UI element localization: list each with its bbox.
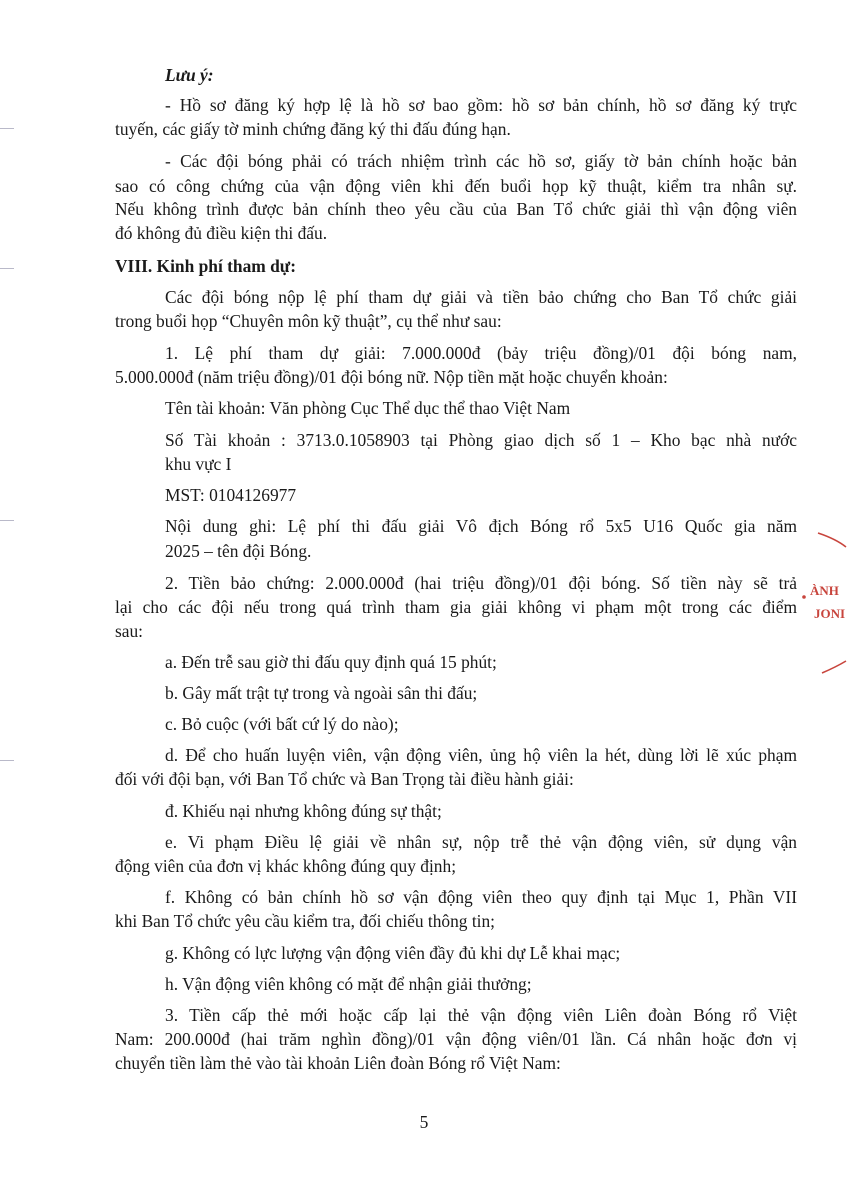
stamp-fragment xyxy=(796,515,848,695)
text-line: d. Để cho huấn luyện viên, vận động viên, ủng hộ viên la hét, dùng lời lẽ xúc phạm xyxy=(165,745,797,765)
text-line: 1. Lệ phí tham dự giải: 7.000.000đ (bảy triệu đồng)/01 đội bóng nam, xyxy=(165,343,797,363)
text-line: a. Đến trễ sau giờ thi đấu quy định quá 15 phút; xyxy=(165,652,497,672)
text-line: tuyến, các giấy tờ minh chứng đăng ký thi đấu đúng hạn. xyxy=(115,119,511,139)
text-line: 2025 – tên đội Bóng. xyxy=(165,541,312,561)
text-line: Nam: 200.000đ (hai trăm nghìn đồng)/01 vận động viên/01 lần. Cá nhân hoặc đơn vị xyxy=(115,1029,797,1049)
scan-mark xyxy=(0,520,14,521)
text-line: động viên của đơn vị khác không đúng quy định; xyxy=(115,856,457,876)
stamp-text-1: ÀNH xyxy=(810,583,839,598)
text-line: Số Tài khoản : 3713.0.1058903 tại Phòng giao dịch số 1 – Kho bạc nhà nước xyxy=(165,430,797,450)
text-line: Các đội bóng nộp lệ phí tham dự giải và tiền bảo chứng cho Ban Tổ chức giải xyxy=(165,287,797,307)
text-line: - Các đội bóng phải có trách nhiệm trình các hồ sơ, giấy tờ bản chính hoặc bản xyxy=(165,151,797,171)
note-heading: Lưu ý: xyxy=(165,65,214,85)
text-line: trong buổi họp “Chuyên môn kỹ thuật”, cụ thể như sau: xyxy=(115,311,502,331)
text-line: đối với đội bạn, với Ban Tổ chức và Ban Trọng tài điều hành giải: xyxy=(115,769,574,789)
page-number: 5 xyxy=(419,1112,429,1132)
text-line: Nếu không trình được bản chính theo yêu cầu của Ban Tổ chức giải thì vận động viên xyxy=(115,199,797,219)
text-line: MST: 0104126977 xyxy=(165,485,297,505)
text-line: khi Ban Tổ chức yêu cầu kiểm tra, đối chiếu thông tin; xyxy=(115,911,496,931)
scan-mark xyxy=(0,760,14,761)
text-line: đ. Khiếu nại nhưng không đúng sự thật; xyxy=(165,801,442,821)
text-line: 2. Tiền bảo chứng: 2.000.000đ (hai triệu đồng)/01 đội bóng. Số tiền này sẽ trả xyxy=(165,573,797,593)
text-line: khu vực I xyxy=(165,454,232,474)
text-line: f. Không có bản chính hồ sơ vận động viên theo quy định tại Mục 1, Phần VII xyxy=(165,887,797,907)
scan-mark xyxy=(0,268,14,269)
text-line: g. Không có lực lượng vận động viên đầy đủ khi dự Lễ khai mạc; xyxy=(165,943,621,963)
text-line: sau: xyxy=(115,621,144,641)
stamp-text-2: JONI xyxy=(814,606,846,621)
text-line: - Hồ sơ đăng ký hợp lệ là hồ sơ bao gồm: hồ sơ bản chính, hồ sơ đăng ký trực xyxy=(165,95,797,115)
text-line: sao có công chứng của vận động viên khi đến buổi họp kỹ thuật, kiểm tra nhân sự. xyxy=(115,176,797,196)
text-line: e. Vi phạm Điều lệ giải về nhân sự, nộp trễ thẻ vận động viên, sử dụng vận xyxy=(165,832,797,852)
text-line: 3. Tiền cấp thẻ mới hoặc cấp lại thẻ vận động viên Liên đoàn Bóng rổ Việt xyxy=(165,1005,797,1025)
text-line: chuyển tiền làm thẻ vào tài khoản Liên đoàn Bóng rổ Việt Nam: xyxy=(115,1053,561,1073)
text-line: Nội dung ghi: Lệ phí thi đấu giải Vô địch Bóng rổ 5x5 U16 Quốc gia năm xyxy=(165,516,797,536)
text-line: b. Gây mất trật tự trong và ngoài sân thi đấu; xyxy=(165,683,478,703)
text-line: h. Vận động viên không có mặt để nhận giải thưởng; xyxy=(165,974,532,994)
text-line: đó không đủ điều kiện thi đấu. xyxy=(115,223,328,243)
scan-mark xyxy=(0,128,14,129)
text-line: Tên tài khoản: Văn phòng Cục Thể dục thể thao Việt Nam xyxy=(165,398,571,418)
text-line: 5.000.000đ (năm triệu đồng)/01 đội bóng nữ. Nộp tiền mặt hoặc chuyển khoản: xyxy=(115,367,668,387)
section-heading: VIII. Kinh phí tham dự: xyxy=(115,256,297,276)
text-line: c. Bỏ cuộc (với bất cứ lý do nào); xyxy=(165,714,399,734)
text-line: lại cho các đội nếu trong quá trình tham gia giải không vi phạm một trong các điểm xyxy=(115,597,797,617)
